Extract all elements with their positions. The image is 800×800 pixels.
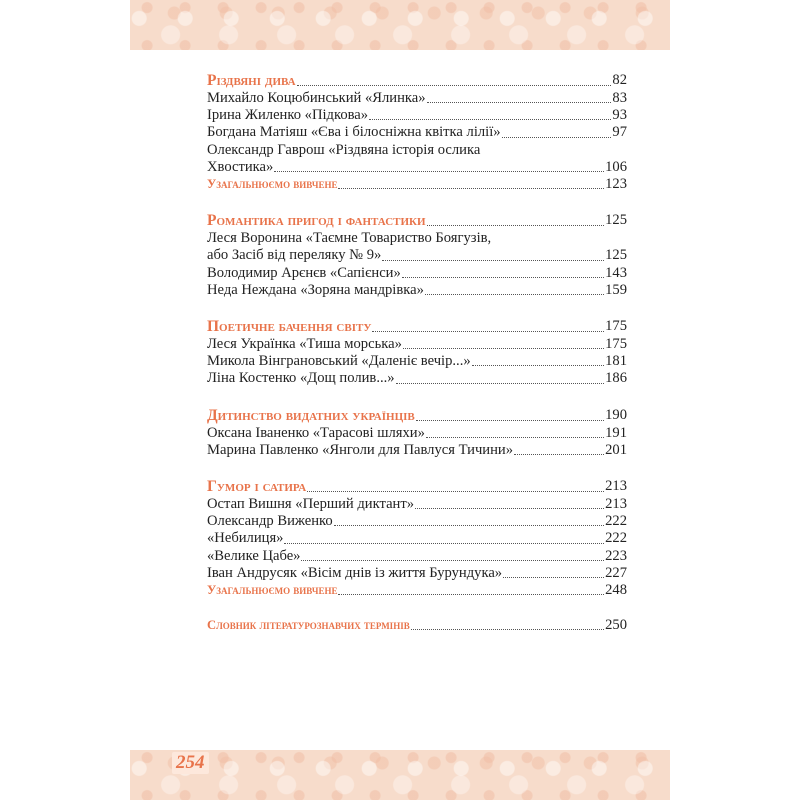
dot-leader <box>274 171 604 172</box>
section-heading-page: 175 <box>605 318 627 335</box>
dot-leader <box>514 454 604 455</box>
toc-section <box>207 71 627 193</box>
entry-title: Ірина Жиленко «Підкова» <box>207 107 369 124</box>
entry <box>207 247 627 264</box>
summary-entry-title: Узагальнюємо вивчене <box>207 583 338 598</box>
dot-leader <box>472 365 604 366</box>
bottom-ornament-band <box>130 750 670 800</box>
section-heading-title: Дитинство видатних українців <box>207 406 415 424</box>
entry <box>207 442 627 459</box>
section-heading-page: 125 <box>605 212 627 229</box>
entry-title: або Засіб від переляку № 9» <box>207 247 382 264</box>
entry <box>207 370 627 387</box>
summary-entry-page: 248 <box>605 582 627 599</box>
entry <box>207 425 627 442</box>
entry-title: Олександр Виженко <box>207 513 333 530</box>
summary-entry <box>207 176 627 193</box>
entry-title-line: Леся Воронина «Таємне Товариство Боягузів, <box>207 230 492 247</box>
toc-entry <box>207 496 627 513</box>
entry <box>207 353 627 370</box>
entry-page: 175 <box>605 336 627 353</box>
toc-entry <box>207 265 627 282</box>
entry-title: «Небилиця» <box>207 530 284 547</box>
entry <box>207 336 627 353</box>
glossary-entry-title: Словник літературознавчих термінів <box>207 618 410 633</box>
dot-leader <box>403 348 604 349</box>
dot-leader <box>425 294 604 295</box>
top-ornament-band <box>130 0 670 50</box>
entry <box>207 565 627 582</box>
toc-entry <box>207 530 627 547</box>
toc-entry <box>207 442 627 459</box>
entry <box>207 90 627 107</box>
entry-title: Ліна Костенко «Дощ полив...» <box>207 370 395 387</box>
entry-page: 93 <box>612 107 627 124</box>
entry <box>207 496 627 513</box>
entry-page: 106 <box>605 158 627 175</box>
entry-title: Остап Вишня «Перший диктант» <box>207 496 415 513</box>
entry-title-line: Олександр Гаврош «Різдвяна історія ослика <box>207 141 481 158</box>
entry-page: 143 <box>605 264 627 281</box>
entry <box>207 124 627 141</box>
section-heading <box>207 71 627 90</box>
summary-entry <box>207 582 627 599</box>
entry-title: «Велике Цабе» <box>207 547 301 564</box>
toc-entry <box>207 142 627 176</box>
entry-title: Леся Українка «Тиша морська» <box>207 336 402 353</box>
entry-page: 159 <box>605 281 627 298</box>
entry <box>207 159 627 176</box>
section-heading <box>207 406 627 425</box>
entry-page: 191 <box>605 424 627 441</box>
section-heading-title: Різдвяні дива <box>207 72 296 89</box>
entry-page: 201 <box>605 441 627 458</box>
toc-entry <box>207 282 627 299</box>
dot-leader <box>334 525 604 526</box>
entry <box>207 107 627 124</box>
entry-title: Володимир Арєнєв «Сапієнси» <box>207 264 401 281</box>
dot-leader <box>426 437 604 438</box>
toc-entry <box>207 425 627 442</box>
entry <box>207 548 627 565</box>
toc-entry <box>207 107 627 124</box>
dot-leader <box>297 85 612 86</box>
toc-entry <box>207 353 627 370</box>
dot-leader <box>396 383 605 384</box>
entry-page: 125 <box>605 247 627 264</box>
entry-page: 181 <box>605 353 627 370</box>
entry <box>207 530 627 547</box>
toc-section <box>207 477 627 599</box>
dot-leader <box>415 508 604 509</box>
entry-title: Микола Вінграновський «Даленіє вечір...» <box>207 353 471 370</box>
toc-entry <box>207 336 627 353</box>
entry-page: 223 <box>605 547 627 564</box>
toc-section <box>207 211 627 299</box>
entry-title: Неда Неждана «Зоряна мандрівка» <box>207 281 424 298</box>
table-of-contents <box>207 71 627 634</box>
entry-page: 97 <box>612 124 627 141</box>
entry <box>207 282 627 299</box>
section-heading-title: Романтика пригод і фантастики <box>207 212 426 230</box>
summary-entry-page: 123 <box>605 176 627 193</box>
section-heading-page: 190 <box>605 406 627 423</box>
dot-leader <box>338 188 604 189</box>
entry-title: Хвостика» <box>207 158 274 175</box>
toc-entry <box>207 90 627 107</box>
dot-leader <box>411 629 604 630</box>
glossary-entry-page: 250 <box>605 617 627 634</box>
entry-page: 83 <box>612 90 627 106</box>
toc-entry <box>207 548 627 565</box>
toc-entry <box>207 513 627 530</box>
entry-page: 222 <box>605 530 627 547</box>
dot-leader <box>369 119 611 120</box>
toc-section <box>207 406 627 459</box>
entry-title: Михайло Коцюбинський «Ялинка» <box>207 90 426 106</box>
dot-leader <box>301 560 604 561</box>
entry-title: Іван Андрусяк «Вісім днів із життя Бурундука» <box>207 564 503 581</box>
entry-page: 222 <box>605 513 627 530</box>
dot-leader <box>307 491 604 492</box>
section-heading-title: Поетичне бачення світу <box>207 318 372 336</box>
entry-title: Марина Павленко «Янголи для Павлуся Тичини» <box>207 441 514 458</box>
toc-entry <box>207 565 627 582</box>
entry-title: Богдана Матіяш «Єва і білосніжна квітка лілії» <box>207 124 501 141</box>
toc-section <box>207 317 627 388</box>
dot-leader <box>382 260 604 261</box>
page-number: 254 <box>172 752 209 774</box>
entry-title: Оксана Іваненко «Тарасові шляхи» <box>207 424 425 441</box>
dot-leader <box>503 577 604 578</box>
entry-page: 227 <box>605 564 627 581</box>
summary-entry-title: Узагальнюємо вивчене <box>207 177 338 192</box>
section-heading-page: 213 <box>605 478 627 495</box>
dot-leader <box>502 137 612 138</box>
dot-leader <box>416 420 604 421</box>
dot-leader <box>372 331 604 332</box>
dot-leader <box>338 594 604 595</box>
section-heading <box>207 211 627 230</box>
entry <box>207 513 627 530</box>
entry-page: 186 <box>605 370 627 387</box>
dot-leader <box>284 543 604 544</box>
section-heading-page: 82 <box>612 72 627 88</box>
toc-entry <box>207 230 627 264</box>
section-heading <box>207 477 627 496</box>
section-heading <box>207 317 627 336</box>
section-heading-title: Гумор і сатира <box>207 478 307 496</box>
dot-leader <box>427 225 605 226</box>
entry-page: 213 <box>605 496 627 513</box>
dot-leader <box>402 277 604 278</box>
toc-entry <box>207 370 627 387</box>
entry <box>207 265 627 282</box>
toc-entry <box>207 124 627 141</box>
dot-leader <box>427 102 612 103</box>
glossary-entry <box>207 617 627 634</box>
